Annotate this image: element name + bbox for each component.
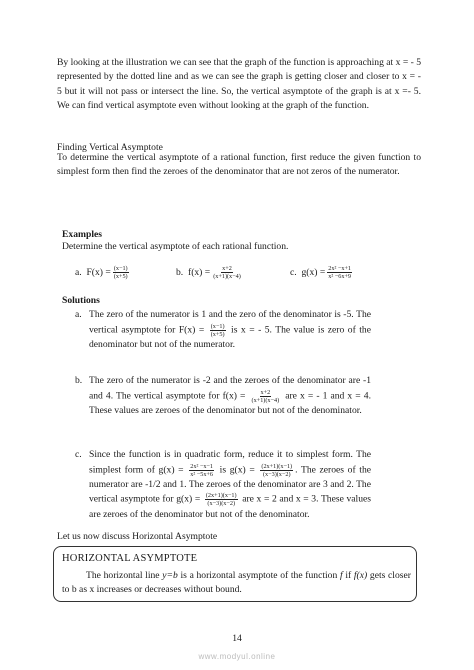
solution-b-text-2: are x = - 1 and x = 4. These values are zeroes of the denominator but not of the denominator. bbox=[89, 390, 371, 416]
solution-c-text-2: is g(x) = bbox=[219, 464, 255, 476]
solution-a-marker: a. bbox=[75, 309, 82, 320]
example-a bbox=[75, 265, 131, 280]
solution-a-text-1: The zero of the numerator is 1 and the zero of the denominator is -5. The vertical asymptote for F(x) = bbox=[89, 309, 371, 336]
fraction-numerator: (2x+1)(x−1) bbox=[205, 492, 237, 500]
solution-b bbox=[75, 374, 371, 418]
example-b-marker: b. bbox=[176, 267, 184, 278]
example-a-fraction bbox=[113, 265, 129, 280]
fraction-numerator: 2x² −x−1 bbox=[190, 462, 214, 470]
solution-b-marker: b. bbox=[75, 375, 83, 386]
fraction-denominator: (x−3)(x−2) bbox=[207, 500, 236, 508]
fraction-denominator: x² −6x+9 bbox=[328, 273, 352, 280]
solution-c-text-1: Since the function is in quadratic form, reduce it to simplest form. The simplest form of g(x) = bbox=[89, 449, 371, 476]
finding-vertical-asymptote-heading: Finding Vertical Asymptote bbox=[57, 142, 163, 153]
solution-c-fraction-3 bbox=[205, 492, 238, 507]
fraction-denominator: (x+5) bbox=[210, 330, 225, 338]
fraction-numerator: (x−1) bbox=[113, 265, 128, 272]
solution-c-fraction-1 bbox=[189, 463, 214, 478]
definition-var-f: f bbox=[339, 570, 343, 581]
fraction-denominator: (x−3)(x−2) bbox=[262, 470, 291, 478]
example-a-marker: a. bbox=[75, 267, 82, 278]
solution-c-fraction-2 bbox=[260, 463, 293, 478]
fraction-denominator: (x+5) bbox=[113, 273, 128, 280]
watermark: www.modyul.online bbox=[198, 652, 276, 661]
fraction-numerator: 2x² −x+1 bbox=[328, 265, 352, 272]
horizontal-asymptote-title: HORIZONTAL ASYMPTOTE bbox=[62, 553, 198, 564]
finding-paragraph: To determine the vertical asymptote of a rational function, first reduce the given function to simplest form then find the zeroes of the denominator that are not zeros of the numerator. bbox=[57, 152, 421, 178]
examples-title: Examples bbox=[62, 229, 102, 240]
intro-paragraph: By looking at the illustration we can see that the graph of the function is approaching at x = - 5 represented by the dotted line and as we can see the graph is getting closer and closer to x = - 5 but it will not pass or intersect the line. So, the vertical asymptote of the graph is at x =- 5. We can find vertical asymptote even without looking at the graph of the function. bbox=[57, 57, 422, 111]
fraction-numerator: x+2 bbox=[260, 388, 271, 396]
solution-b-fraction bbox=[251, 389, 281, 404]
example-c-fraction bbox=[327, 265, 352, 280]
horizontal-asymptote-definition bbox=[62, 569, 411, 598]
example-b-fraction bbox=[212, 265, 242, 280]
fraction-denominator: x² −5x+6 bbox=[190, 470, 214, 478]
example-c-lhs: g(x) = bbox=[301, 267, 326, 278]
definition-text-1: The horizontal line bbox=[86, 570, 160, 581]
solution-a-fraction bbox=[210, 323, 226, 338]
definition-text-2: is a horizontal asymptote of the function bbox=[180, 570, 338, 581]
solutions-title: Solutions bbox=[62, 295, 100, 306]
solution-c bbox=[75, 448, 371, 522]
fraction-numerator: (x−1) bbox=[210, 322, 225, 330]
solution-a bbox=[75, 308, 371, 352]
example-c bbox=[290, 265, 354, 280]
fraction-numerator: x+2 bbox=[222, 265, 232, 272]
page-number: 14 bbox=[232, 633, 242, 644]
example-a-lhs: F(x) = bbox=[86, 267, 111, 278]
examples-instruction: Determine the vertical asymptote of each rational function. bbox=[62, 241, 289, 252]
fraction-denominator: (x+1)(x−4) bbox=[213, 273, 241, 280]
fraction-denominator: (x+1)(x−4) bbox=[251, 396, 280, 404]
definition-var-y-b: y=b bbox=[162, 570, 178, 581]
definition-var-fx: f(x) bbox=[353, 570, 368, 581]
closing-line: Let us now discuss Horizontal Asymptote bbox=[57, 531, 218, 542]
definition-text-4: gets closer to b as x increases or decreases without bound. bbox=[62, 570, 411, 596]
solution-c-marker: c. bbox=[75, 449, 82, 460]
solution-c-text-4: are x = 2 and x = 3. These values are zeroes of the denominator but not of the denominator. bbox=[89, 494, 371, 520]
example-b-lhs: f(x) = bbox=[188, 267, 211, 278]
example-b bbox=[176, 265, 244, 280]
solution-b-text-1: The zero of the numerator is -2 and the zeroes of the denominator are -1 and 4. The vertical asymptote for f(x) = bbox=[89, 375, 371, 402]
fraction-numerator: (2x+1)(x−1) bbox=[261, 462, 293, 470]
solution-a-text-2: is x = - 5. The value is zero of the denominator but not of the numerator. bbox=[89, 324, 371, 350]
example-c-marker: c. bbox=[290, 267, 297, 278]
definition-text-3: if bbox=[345, 570, 352, 581]
solution-c-text-3: . The zeroes of the numerator are -1/2 and 1. The zeroes of the denominator are 3 and 2. The vertical asymptote for g(x) = bbox=[89, 464, 372, 506]
